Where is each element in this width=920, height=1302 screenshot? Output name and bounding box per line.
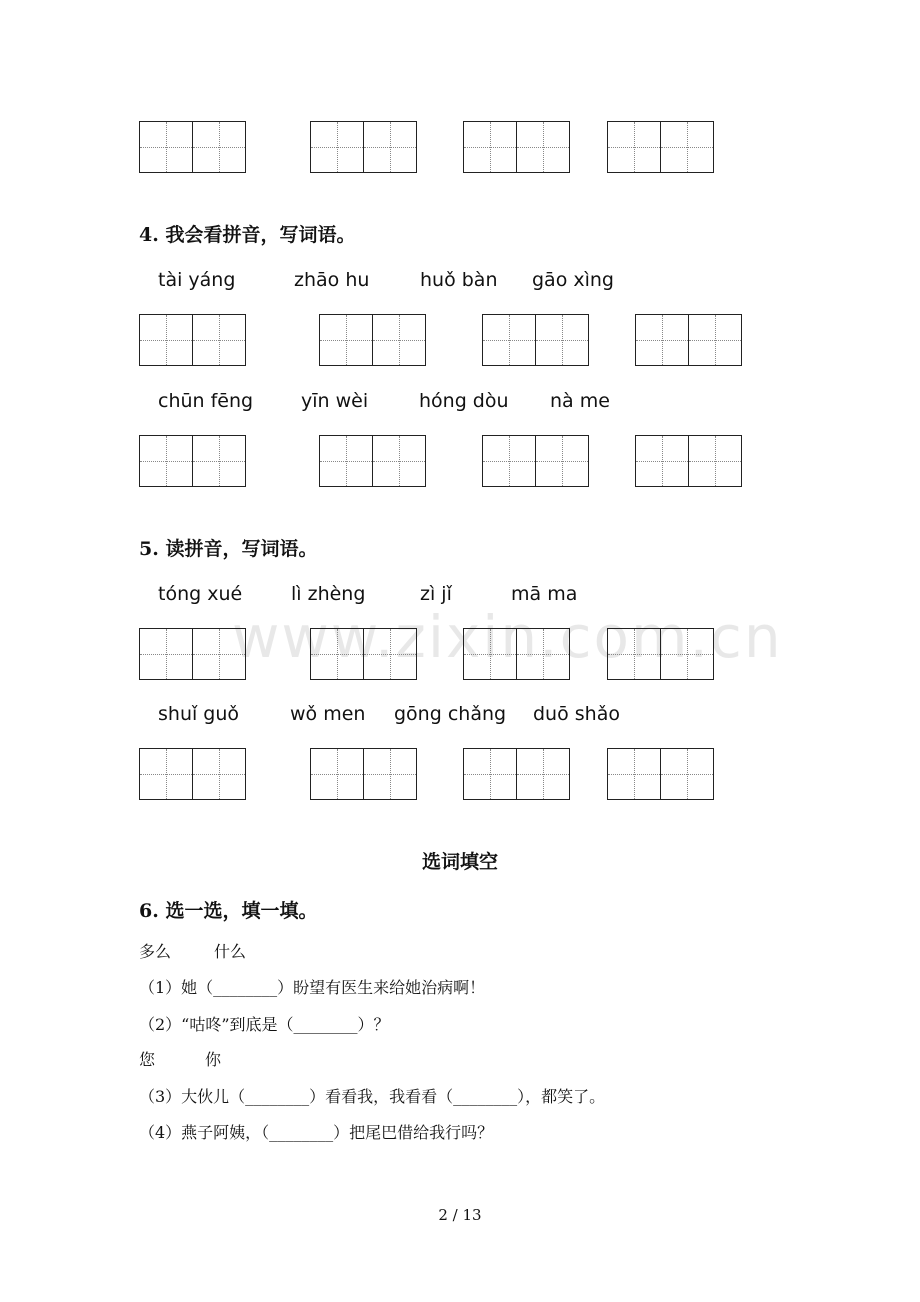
writing-grid[interactable]	[310, 121, 417, 173]
pinyin-label: lì zhèng	[291, 583, 366, 605]
word-option: 多么	[139, 942, 172, 961]
fill-sentence-1: （1）她（________）盼望有医生来给她治病啊！	[139, 978, 486, 997]
pinyin-label: hóng dòu	[419, 390, 509, 412]
word-option: 什么	[214, 942, 247, 961]
pinyin-label: tài yáng	[158, 269, 236, 291]
writing-grid[interactable]	[607, 628, 714, 680]
writing-grid[interactable]	[319, 314, 426, 366]
writing-grid[interactable]	[635, 435, 742, 487]
pinyin-label: wǒ men	[290, 703, 366, 725]
pinyin-label: nà me	[550, 390, 610, 412]
writing-grid[interactable]	[139, 748, 246, 800]
writing-grid[interactable]	[310, 748, 417, 800]
page-number: 2 / 13	[438, 1206, 482, 1224]
fill-sentence-3: （3）大伙儿（________）看看我，我看看（________），都笑了。	[139, 1087, 606, 1106]
pinyin-label: tóng xué	[158, 583, 243, 605]
writing-grid[interactable]	[482, 435, 589, 487]
pinyin-label: zì jǐ	[420, 583, 452, 605]
pinyin-label: yīn wèi	[301, 390, 369, 412]
fill-sentence-4: （4）燕子阿姨，（________）把尾巴借给我行吗？	[139, 1123, 494, 1142]
writing-grid[interactable]	[139, 121, 246, 173]
pinyin-label: gōng chǎng	[394, 703, 507, 725]
writing-grid[interactable]	[635, 314, 742, 366]
writing-grid[interactable]	[607, 121, 714, 173]
fill-sentence-2: （2）“咕咚”到底是（________）？	[139, 1015, 390, 1034]
writing-grid[interactable]	[463, 121, 570, 173]
writing-grid[interactable]	[139, 435, 246, 487]
question-4-title: 4. 我会看拼音，写词语。	[139, 224, 356, 246]
pinyin-label: huǒ bàn	[420, 269, 498, 291]
section-title: 选词填空	[421, 851, 498, 873]
writing-grid[interactable]	[139, 314, 246, 366]
watermark: www.zixin.com.cn	[232, 603, 783, 671]
pinyin-label: duō shǎo	[533, 703, 620, 725]
question-6-title: 6. 选一选，填一填。	[139, 900, 318, 922]
writing-grid[interactable]	[607, 748, 714, 800]
writing-grid[interactable]	[139, 628, 246, 680]
question-5-title: 5. 读拼音，写词语。	[139, 538, 318, 560]
pinyin-label: shuǐ guǒ	[158, 703, 240, 725]
writing-grid[interactable]	[463, 748, 570, 800]
writing-grid[interactable]	[310, 628, 417, 680]
pinyin-label: chūn fēng	[158, 390, 254, 412]
pinyin-label: mā ma	[511, 583, 578, 605]
writing-grid[interactable]	[482, 314, 589, 366]
word-option: 您	[139, 1050, 156, 1069]
writing-grid[interactable]	[319, 435, 426, 487]
pinyin-label: zhāo hu	[294, 269, 370, 291]
word-option: 你	[205, 1050, 222, 1069]
pinyin-label: gāo xìng	[532, 269, 614, 291]
writing-grid[interactable]	[463, 628, 570, 680]
